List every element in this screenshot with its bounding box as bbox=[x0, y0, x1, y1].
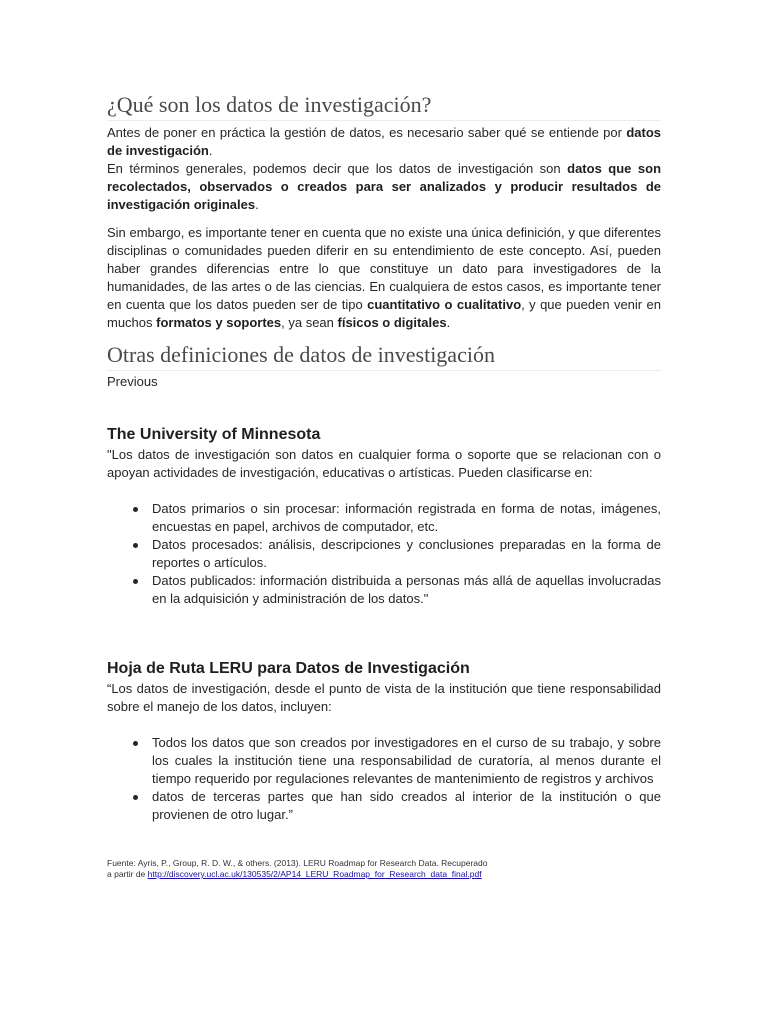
bullet-icon bbox=[133, 579, 138, 584]
minnesota-heading: The University of Minnesota bbox=[107, 426, 321, 443]
intro-p2-text: En términos generales, podemos decir que los datos de investigación son bbox=[107, 161, 568, 176]
leru-quote: “Los datos de investigación, desde el punto de vista de la institución que tiene responsabilidad sobre el manejo de los datos, incluyen: bbox=[107, 681, 661, 714]
list-item-text: Datos primarios o sin procesar: información registrada en forma de notas, imágenes, encuestas en papel, archivos de computador, etc. bbox=[152, 501, 661, 534]
bullet-icon bbox=[133, 795, 138, 800]
page-title: ¿Qué son los datos de investigación? bbox=[107, 92, 661, 121]
nuance-bold-2: formatos y soportes bbox=[156, 315, 282, 330]
nuance-text-2: , y que pueden venir en muchos bbox=[107, 297, 661, 330]
source-line-2 bbox=[107, 869, 487, 880]
list-item-text: datos de terceras partes que han sido creados al interior de la institución o que provienen de otro lugar.” bbox=[152, 789, 661, 822]
nuance-bold-3: físicos o digitales bbox=[337, 315, 447, 330]
nuance-bold-1: cuantitativo o cualitativo bbox=[367, 297, 522, 312]
nuance-text-4: . bbox=[446, 315, 451, 330]
intro-paragraph-2 bbox=[107, 160, 661, 214]
bullet-icon bbox=[133, 543, 138, 548]
definition-nuance-paragraph bbox=[107, 224, 661, 332]
other-definitions-heading: Otras definiciones de datos de investigación bbox=[107, 342, 661, 371]
intro-p2-bold: datos que son recolectados, observados o creados para ser analizados y producir resultados de investigación originales bbox=[107, 161, 662, 212]
list-item bbox=[133, 536, 661, 572]
intro-p1-end: . bbox=[208, 143, 213, 158]
list-item-text: Todos los datos que son creados por investigadores en el curso de su trabajo, y sobre los cuales la institución tiene una responsabilidad de curatoría, al menos durante el tiempo requerido por regulaciones relevantes de mantenimiento de registros y archivos bbox=[152, 735, 661, 786]
definition-nuance-section bbox=[107, 224, 661, 332]
leru-heading: Hoja de Ruta LERU para Datos de Investigación bbox=[107, 660, 470, 677]
intro-section bbox=[107, 124, 661, 214]
list-item bbox=[133, 572, 661, 608]
source-citation bbox=[107, 858, 487, 880]
list-item-text: Datos procesados: análisis, descripciones y conclusiones preparadas en la forma de reportes o artículos. bbox=[152, 537, 661, 570]
intro-paragraph-1 bbox=[107, 124, 661, 160]
minnesota-quote: "Los datos de investigación son datos en cualquier forma o soporte que se relacionan con o apoyan actividades de investigación, educativas o artísticas. Pueden clasificarse en: bbox=[107, 447, 661, 480]
bullet-icon bbox=[133, 741, 138, 746]
bullet-icon bbox=[133, 507, 138, 512]
leru-list bbox=[133, 734, 661, 824]
list-item-text: Datos publicados: información distribuida a personas más allá de aquellas involucradas en la adquisición y administración de los datos." bbox=[152, 573, 661, 606]
nuance-text-1: Sin embargo, es importante tener en cuenta que no existe una única definición, y que diferentes disciplinas o comunidades pueden diferir en su entendimiento de este concepto. Así, pueden haber grandes diferencias entre lo que constituye un dato para investigadores de la humanidades, de las artes o de las ciencias. En cualquiera de estos casos, es importante tener en cuenta que los datos pueden ser de tipo bbox=[107, 225, 661, 312]
intro-p1-text: Antes de poner en práctica la gestión de datos, es necesario saber qué se entiende por bbox=[107, 125, 627, 140]
list-item bbox=[133, 500, 661, 536]
source-prefix: a partir de bbox=[107, 869, 148, 879]
source-link[interactable]: http://discovery.ucl.ac.uk/130535/2/AP14_LERU_Roadmap_for_Research_data_final.pdf bbox=[147, 869, 482, 879]
nuance-text-3: , ya sean bbox=[281, 315, 338, 330]
source-line-1: Fuente: Ayris, P., Group, R. D. W., & others. (2013). LERU Roadmap for Research Data. Recuperado bbox=[107, 858, 488, 868]
list-item bbox=[133, 788, 661, 824]
minnesota-list bbox=[133, 500, 661, 608]
previous-link[interactable]: Previous bbox=[107, 374, 158, 389]
list-item bbox=[133, 734, 661, 788]
intro-p2-end: . bbox=[255, 197, 259, 212]
intro-p1-bold: datos de investigación bbox=[107, 125, 661, 158]
